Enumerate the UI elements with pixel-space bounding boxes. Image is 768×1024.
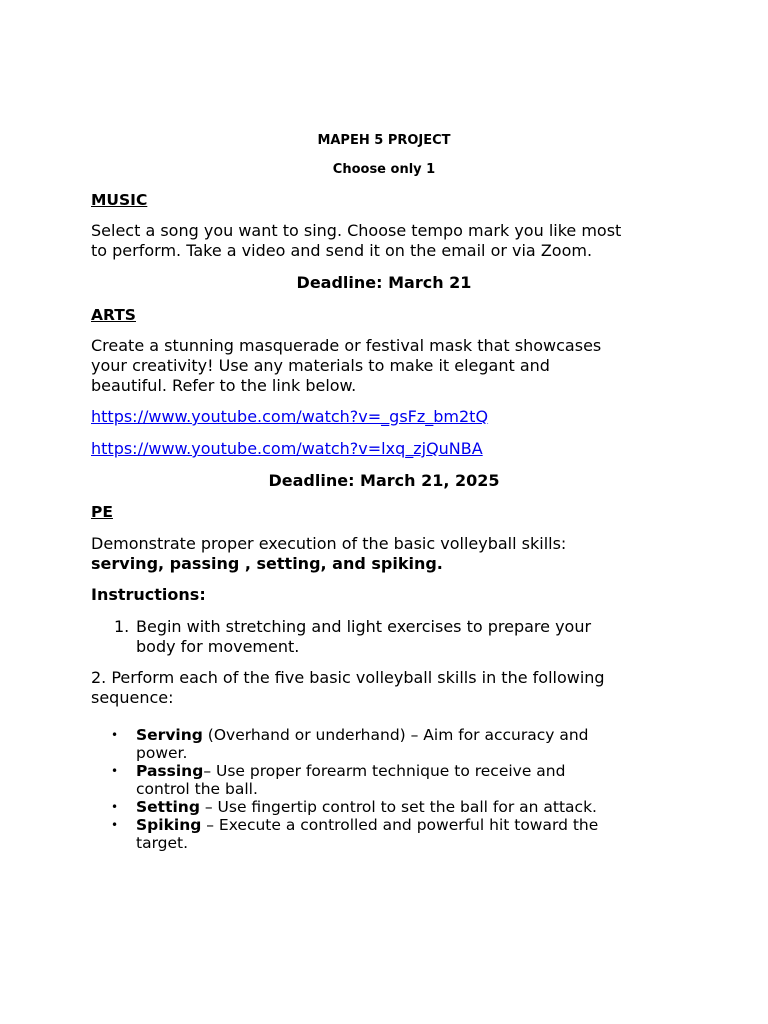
list-item [108,726,598,762]
skill-description-continued: power. [136,744,188,762]
bullet-icon: • [111,728,119,742]
skill-description: – Use fingertip control to set the ball for an attack. [199,798,597,816]
skill-name: Setting [136,798,200,816]
pe-text-line1: Demonstrate proper execution of the basic volleyball skills: [91,534,567,553]
skill-description: (Overhand or underhand) – Aim for accuracy and [202,726,589,744]
skill-name: Serving [136,726,203,744]
music-deadline: Deadline: March 21 [296,273,472,292]
step-1 [114,617,591,637]
skill-description-continued: target. [136,834,189,852]
instructions-label: Instructions: [91,585,206,604]
skill-description: – Execute a controlled and powerful hit toward the [201,816,599,834]
bullet-icon: • [111,764,119,778]
skill-description: – Use proper forearm technique to receive and [203,762,566,780]
skills-list [108,726,598,852]
list-item [108,762,598,798]
music-heading: MUSIC [91,191,148,209]
bullet-icon: • [111,818,119,832]
youtube-link-2[interactable]: https://www.youtube.com/watch?v=lxq_zjQuNBA [91,439,483,458]
music-text-line2: to perform. Take a video and send it on the email or via Zoom. [91,241,593,260]
step-2-line2: sequence: [91,688,174,707]
arts-heading: ARTS [91,306,136,324]
youtube-link-1[interactable]: https://www.youtube.com/watch?v=_gsFz_bm2tQ [91,407,489,426]
step-1-text: Begin with stretching and light exercises to prepare your [136,617,592,636]
list-item [108,798,598,816]
skill-name: Spiking [136,816,202,834]
music-text-line1: Select a song you want to sing. Choose tempo mark you like most [91,221,622,240]
step-1-text-continued: body for movement. [136,637,300,656]
bullet-icon: • [111,800,119,814]
skill-description-continued: control the ball. [136,780,258,798]
skill-name: Passing [136,762,204,780]
page-title: MAPEH 5 PROJECT [317,133,451,148]
step-1-number: 1. [114,617,130,636]
arts-text-line1: Create a stunning masquerade or festival mask that showcases [91,336,602,355]
pe-heading: PE [91,503,113,521]
arts-deadline: Deadline: March 21, 2025 [268,471,500,490]
list-item [108,816,598,852]
step-2-line1: 2. Perform each of the five basic volleyball skills in the following [91,668,605,687]
page-subtitle: Choose only 1 [332,162,436,177]
pe-skills-summary: serving, passing , setting, and spiking. [91,554,443,573]
arts-text-line2: your creativity! Use any materials to make it elegant and [91,356,550,375]
arts-text-line3: beautiful. Refer to the link below. [91,376,357,395]
